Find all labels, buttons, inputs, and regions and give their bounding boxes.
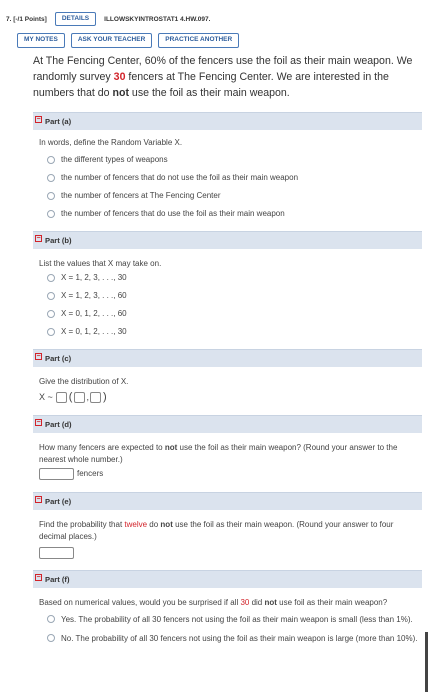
collapse-icon[interactable]: − <box>36 573 41 581</box>
collapse-icon[interactable]: − <box>36 418 41 426</box>
details-button[interactable]: DETAILS <box>55 12 96 27</box>
radio-button[interactable] <box>47 274 55 282</box>
part-b <box>33 231 422 338</box>
distribution-param-2-input[interactable] <box>90 392 101 403</box>
distribution-type-input[interactable] <box>56 392 67 403</box>
practice-another-button[interactable]: PRACTICE ANOTHER <box>158 33 239 48</box>
part-b-title-bar[interactable] <box>33 231 422 249</box>
my-notes-button[interactable]: MY NOTES <box>17 33 65 48</box>
close-paren: ) <box>102 391 107 403</box>
part-f-title-bar[interactable] <box>33 570 422 588</box>
part-d-title-bar[interactable] <box>33 415 422 433</box>
part-a <box>33 112 422 220</box>
part-c <box>33 349 422 403</box>
distribution-param-1-input[interactable] <box>74 392 85 403</box>
part-c-prompt: Give the distribution of X. <box>39 377 129 386</box>
question-points: 7. [-/1 Points] <box>6 15 47 23</box>
question-intro <box>33 53 422 101</box>
radio-button[interactable] <box>47 328 55 336</box>
distribution-label: X ~ <box>39 392 53 402</box>
part-d-title: Part (d) <box>45 420 72 429</box>
part-b-option-1[interactable]: X = 1, 2, 3, . . ., 30 <box>47 272 422 284</box>
part-a-option-1[interactable]: the different types of weapons <box>47 154 422 166</box>
part-b-option-2[interactable]: X = 1, 2, 3, . . ., 60 <box>47 290 422 302</box>
part-f-option-no[interactable]: No. The probability of all 30 fencers not using the foil as their main weapon is large (more than 10%). <box>47 632 422 645</box>
part-d-prompt: How many fencers are expected to not use the foil as their main weapon? (Round your answer to the nearest whole number.) <box>39 443 398 464</box>
part-f-prompt: Based on numerical values, would you be surprised if all 30 did not use foil as their main weapon? <box>39 598 388 607</box>
expected-fencers-input[interactable] <box>39 468 74 480</box>
part-e-title-bar[interactable] <box>33 492 422 510</box>
comma-separator: , <box>86 392 89 402</box>
fencers-unit: fencers <box>77 469 104 478</box>
intro-text-1: At The Fencing Center, 60% of the fencers use the foil as their main weapon. We randomly survey <box>33 55 413 83</box>
scrollbar-thumb[interactable] <box>425 632 428 692</box>
part-d <box>33 415 422 480</box>
radio-button[interactable] <box>47 192 55 200</box>
radio-button[interactable] <box>47 634 55 642</box>
radio-button[interactable] <box>47 174 55 182</box>
ask-teacher-button[interactable]: ASK YOUR TEACHER <box>71 33 152 48</box>
part-a-title: Part (a) <box>45 117 72 126</box>
question-header <box>6 10 424 28</box>
collapse-icon[interactable]: − <box>36 352 41 360</box>
intro-text-3: use the foil as their main weapon. <box>128 87 290 99</box>
radio-button[interactable] <box>47 156 55 164</box>
part-f <box>33 570 422 645</box>
part-b-prompt: List the values that X may take on. <box>39 259 162 268</box>
part-a-title-bar[interactable] <box>33 112 422 130</box>
part-c-title: Part (c) <box>45 354 72 363</box>
part-a-option-3[interactable]: the number of fencers at The Fencing Center <box>47 190 422 202</box>
part-c-title-bar[interactable] <box>33 349 422 367</box>
collapse-icon[interactable]: − <box>36 115 41 123</box>
intro-text-2: fencers at The Fencing Center. We are interested in the numbers that do <box>33 71 389 99</box>
part-a-prompt: In words, define the Random Variable X. <box>39 138 183 147</box>
part-e <box>33 492 422 559</box>
part-a-option-2[interactable]: the number of fencers that do not use the foil as their main weapon <box>47 172 422 184</box>
intro-bold-not: not <box>112 87 129 99</box>
part-b-title: Part (b) <box>45 236 72 245</box>
part-b-option-3[interactable]: X = 0, 1, 2, . . ., 60 <box>47 308 422 320</box>
part-a-option-4[interactable]: the number of fencers that do use the foil as their main weapon <box>47 208 422 220</box>
open-paren: ( <box>68 391 73 403</box>
radio-button[interactable] <box>47 210 55 218</box>
assignment-id: ILLOWSKYINTROSTAT1 4.HW.097. <box>104 15 211 23</box>
part-e-title: Part (e) <box>45 497 72 506</box>
part-b-option-4[interactable]: X = 0, 1, 2, . . ., 30 <box>47 326 422 338</box>
part-f-title: Part (f) <box>45 575 70 584</box>
radio-button[interactable] <box>47 615 55 623</box>
probability-input[interactable] <box>39 547 74 559</box>
part-f-option-yes[interactable]: Yes. The probability of all 30 fencers not using the foil as their main weapon is small (less than 1%). <box>47 613 422 626</box>
sample-size: 30 <box>113 71 126 83</box>
radio-button[interactable] <box>47 310 55 318</box>
radio-button[interactable] <box>47 292 55 300</box>
collapse-icon[interactable]: − <box>36 495 41 503</box>
question-toolbar <box>17 33 239 48</box>
collapse-icon[interactable]: − <box>36 234 41 242</box>
part-e-prompt: Find the probability that twelve do not use the foil as their main weapon. (Round your answer to four decimal places.) <box>39 520 394 541</box>
